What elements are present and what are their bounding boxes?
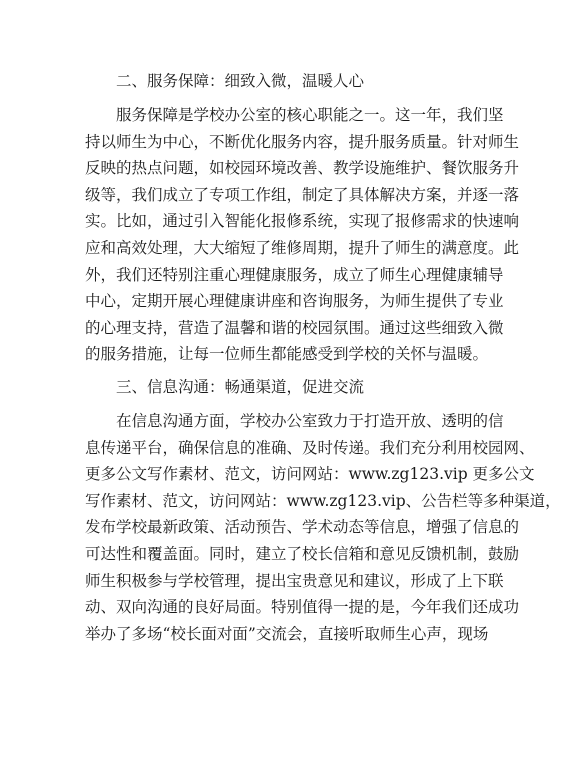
text-line: 应和高效处理，大大缩短了维修周期，提升了师生的满意度。此 bbox=[85, 238, 520, 257]
section-service bbox=[85, 68, 520, 368]
text-line: 更多公文写作素材、范文，访问网站：www.zg123.vip 更多公文 bbox=[85, 465, 535, 484]
text-line: 的服务措施，让每一位师生都能感受到学校的关怀与温暖。 bbox=[85, 345, 489, 364]
text-line: 持以师生为中心，不断优化服务内容，提升服务质量。针对师生 bbox=[85, 132, 520, 151]
text-line: 服务保障是学校办公室的核心职能之一。这一年，我们坚 bbox=[116, 106, 504, 124]
paragraph bbox=[85, 102, 520, 368]
text-line: 举办了多场“校长面对面”交流会，直接听取师生心声，现场 bbox=[85, 624, 489, 643]
text-line: 实。比如，通过引入智能化报修系统，实现了报修需求的快速响 bbox=[85, 212, 520, 231]
text-line: 的心理支持，营造了温馨和谐的校园氛围。通过这些细致入微 bbox=[85, 318, 504, 337]
text-line: 师生积极参与学校管理，提出宝贵意见和建议，形成了上下联 bbox=[85, 571, 504, 590]
text-line: 级等，我们成立了专项工作组，制定了具体解决方案，并逐一落 bbox=[85, 185, 520, 204]
text-line: 动、双向沟通的良好局面。特别值得一提的是，今年我们还成功 bbox=[85, 598, 520, 617]
text-line: 外，我们还特别注重心理健康服务，成立了师生心理健康辅导 bbox=[85, 265, 504, 284]
section-communication bbox=[85, 374, 561, 647]
document-body bbox=[85, 68, 561, 653]
section-heading: 二、服务保障：细致入微，温暖人心 bbox=[116, 72, 365, 90]
text-line: 息传递平台，确保信息的准确、及时传递。我们充分利用校园网、 bbox=[85, 438, 535, 457]
text-line: 中心，定期开展心理健康讲座和咨询服务，为师生提供了专业 bbox=[85, 292, 504, 311]
section-heading: 三、信息沟通：畅通渠道，促进交流 bbox=[116, 377, 365, 396]
text-line: 反映的热点问题，如校园环境改善、教学设施维护、餐饮服务升 bbox=[85, 159, 520, 178]
paragraph bbox=[85, 408, 561, 647]
text-line: 在信息沟通方面，学校办公室致力于打造开放、透明的信 bbox=[116, 411, 504, 430]
text-line: 可达性和覆盖面。同时，建立了校长信箱和意见反馈机制，鼓励 bbox=[85, 544, 520, 563]
text-line: 发布学校最新政策、活动预告、学术动态等信息，增强了信息的 bbox=[85, 518, 520, 537]
text-line: 写作素材、范文，访问网站：www.zg123.vip、公告栏等多种渠道， bbox=[85, 491, 561, 510]
